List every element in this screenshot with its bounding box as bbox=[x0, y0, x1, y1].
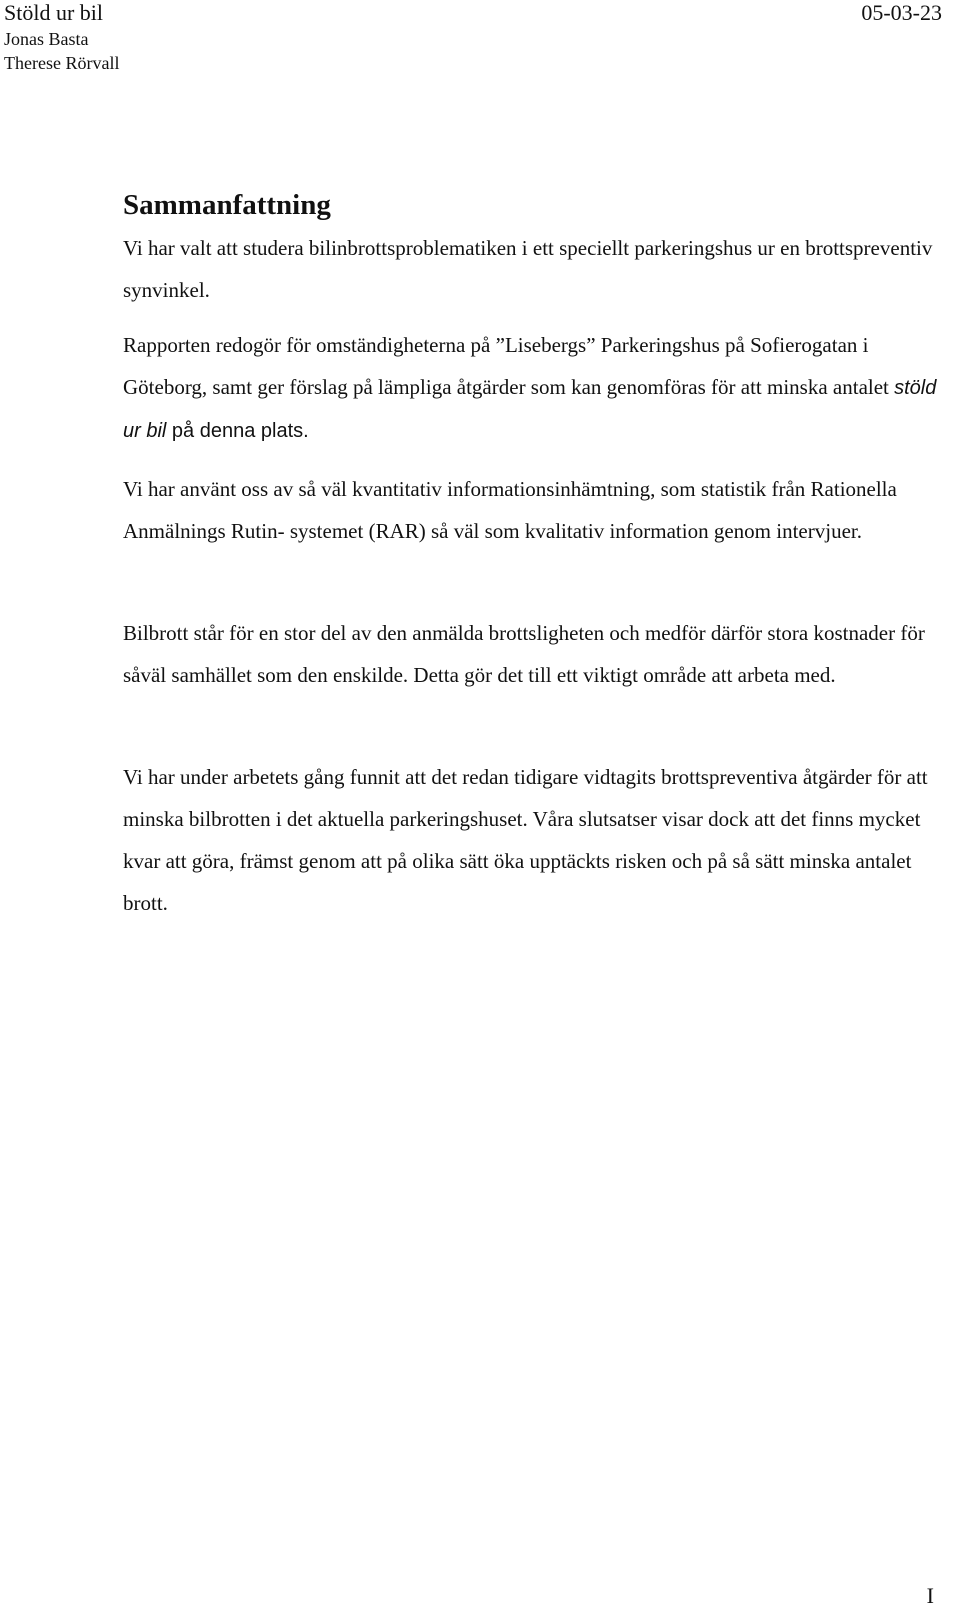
summary-paragraph: Bilbrott står för en stor del av den anmälda brottsligheten och medför därför stora kostnader för såväl samhället som den enskilde. Detta gör det till ett viktigt område att arbeta med. bbox=[123, 621, 925, 687]
document-title: Stöld ur bil bbox=[4, 0, 104, 25]
paragraph-text: Rapporten redogör för omständigheterna på ”Lisebergs” Parkeringshus på Sofierogatan i Göteborg, samt ger förslag på lämpliga åtgärder som kan genomföras för att minska antalet bbox=[123, 333, 895, 399]
author-name: Therese Rörvall bbox=[4, 53, 120, 73]
summary-paragraph: Vi har använt oss av så väl kvantitativ informationsinhämtning, som statistik från Rationella Anmälnings Rutin- systemet (RAR) så väl som kvalitativ information genom intervjuer. bbox=[123, 477, 897, 543]
author-name: Jonas Basta bbox=[4, 29, 89, 49]
summary-paragraph: Vi har under arbetets gång funnit att det redan tidigare vidtagits brottspreventiva åtgärder för att minska bilbrotten i det aktuella parkeringshuset. Våra slutsatser visar dock att det finns mycket kvar att göra, främst genom att på olika sätt öka upptäckts risken och på så sätt minska antalet brott. bbox=[123, 765, 928, 915]
emphasized-term: stöld ur bil bbox=[123, 377, 937, 442]
section-heading: Sammanfattning bbox=[123, 189, 331, 221]
summary-paragraph bbox=[123, 324, 953, 452]
summary-paragraph: Vi har valt att studera bilinbrottsproblematiken i ett speciellt parkeringshus ur en brottspreventiv synvinkel. bbox=[123, 236, 933, 302]
page-number: I bbox=[926, 1583, 934, 1608]
document-date: 05-03-23 bbox=[861, 0, 942, 25]
paragraph-text: på denna plats. bbox=[166, 420, 309, 442]
